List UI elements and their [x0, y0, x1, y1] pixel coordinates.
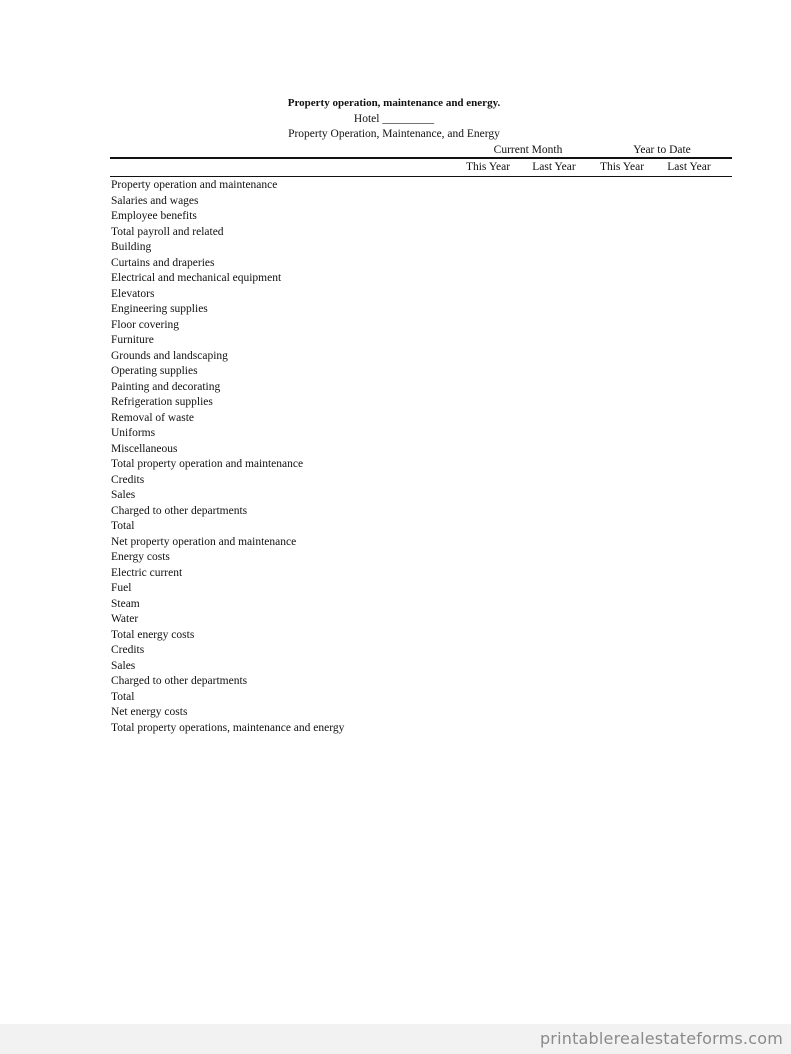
line-item-label: Total [111, 520, 135, 532]
line-item-label: Salaries and wages [111, 194, 199, 207]
line-item-label: Operating supplies [111, 365, 198, 377]
column-header-ytd-last-year: Last Year [667, 161, 711, 173]
line-item-label: Elevators [111, 287, 155, 300]
group-header-year-to-date: Year to Date [633, 144, 691, 156]
header-rule-thick [110, 157, 732, 159]
document-subtitle: Property Operation, Maintenance, and Energy [288, 128, 500, 140]
line-item-label: Water [111, 613, 139, 625]
line-item-label: Property operation and maintenance [111, 179, 278, 191]
line-item-label: Miscellaneous [111, 442, 178, 455]
line-item-label: Net property operation and maintenance [111, 535, 297, 548]
line-item-label: Fuel [111, 582, 132, 594]
line-item-label: Electric current [111, 566, 183, 579]
column-header-current-last-year: Last Year [532, 161, 576, 173]
line-item-label: Grounds and landscaping [111, 349, 228, 362]
line-item-label: Credits [111, 473, 145, 486]
line-item-label: Curtains and draperies [111, 256, 215, 269]
line-item-label: Total energy costs [111, 628, 195, 641]
document-title: Property operation, maintenance and energy. [287, 97, 501, 109]
column-header-current-this-year: This Year [465, 161, 511, 173]
line-item-label: Steam [111, 597, 140, 610]
line-item-label: Floor covering [111, 318, 180, 331]
line-item-label: Total payroll and related [111, 225, 224, 238]
line-item-label: Building [111, 241, 152, 253]
hotel-line: Hotel _________ [353, 113, 435, 125]
line-item-list [111, 178, 451, 736]
line-item-label: Uniforms [111, 427, 156, 439]
column-header-ytd-this-year: This Year [599, 161, 645, 173]
line-item-label: Net energy costs [111, 706, 188, 718]
site-watermark: printablerealestateforms.com [539, 1029, 783, 1048]
line-item-label: Furniture [111, 334, 154, 346]
line-item-label: Painting and decorating [111, 380, 221, 393]
line-item-label: Charged to other departments [111, 675, 248, 687]
line-item-label: Sales [111, 489, 136, 501]
line-item-label: Removal of waste [111, 411, 195, 424]
line-item-label: Refrigeration supplies [111, 396, 213, 408]
line-item-label: Total property operation and maintenance [111, 458, 304, 470]
group-header-current-month: Current Month [493, 144, 563, 156]
line-item-label: Total property operations, maintenance and energy [111, 721, 345, 734]
line-item-label: Total [111, 690, 135, 703]
line-item-label: Employee benefits [111, 210, 197, 222]
line-item-label: Charged to other departments [111, 504, 248, 517]
header-rule-thin [110, 176, 732, 177]
line-item-label: Sales [111, 659, 136, 672]
line-item-label: Engineering supplies [111, 303, 208, 315]
line-item-label: Electrical and mechanical equipment [111, 272, 282, 284]
line-item-label: Energy costs [111, 551, 170, 563]
line-item-label: Credits [111, 644, 145, 656]
